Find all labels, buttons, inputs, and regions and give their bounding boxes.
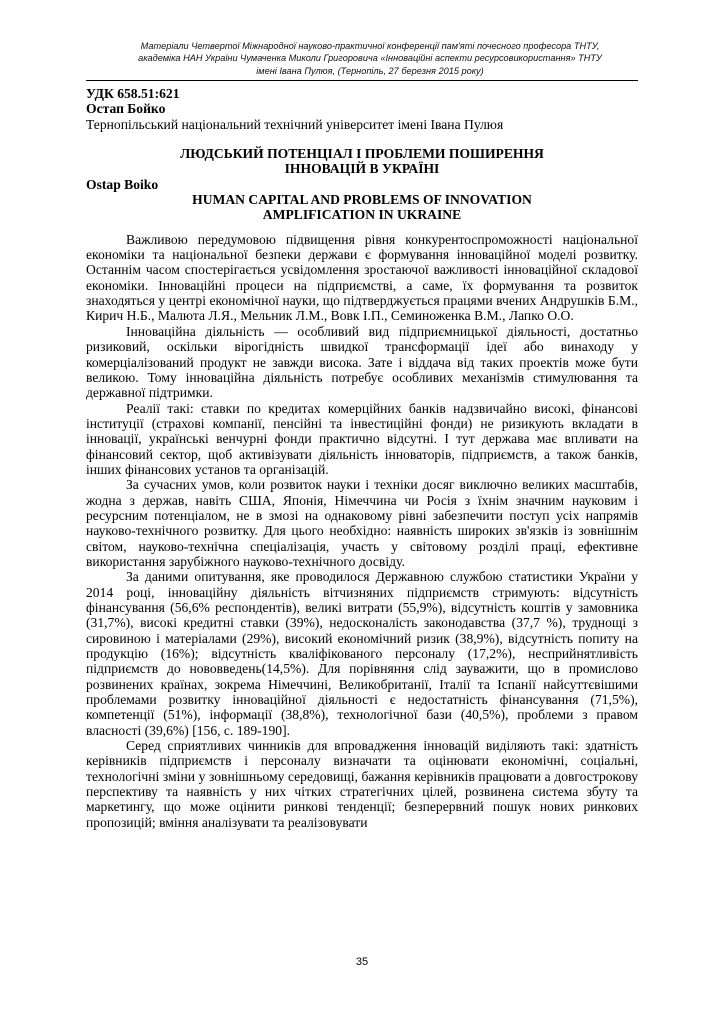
udc-code: УДК 658.51:621 [86, 86, 180, 101]
header-line-1: Матеріали Четвертої Міжнародної науково-практичної конференції пам'яті почесного професора ТНТУ, [140, 41, 600, 51]
paragraph: За сучасних умов, коли розвиток науки і техніки досяг виключно великих масштабів, жодна з держав, навіть США, Японія, Німеччина чи Росія з їхнім значним науковим і ресурсним потенціалом, не в змозі на однаковому рівні забезпечити поступ усіх напрямів науково-технічного розвитку. Для цього необхідно: наявність широких зв'язків із зовнішнім світом, науково-технічна спеціалізація, участь у світовому розділі праці, ефективне використання зарубіжного науково-технічного досвіду. [86, 477, 638, 569]
paragraph: Важливою передумовою підвищення рівня конкурентоспроможності національної економіки та національної безпеки держави є формування інноваційної моделі розвитку. Останнім часом спостерігається усвідомлення зростаючої важливості інноваційної складової економіки. Інноваційні процеси на підприємстві, а саме, їх формування та розвиток знаходяться у центрі економічної науки, що підтверджується працями вчених Андрушків Б.М., Кирич Н.Б., Малюта Л.Я., Мельник Л.М., Вовк І.П., Семиноженка В.М., Лапко О.О. [86, 231, 638, 324]
paragraph: За даними опитування, яке проводилося Державною службою статистики України у 2014 році, інноваційну діяльність вітчизняних підприємств стримують: відсутність фінансування (56,6% респондентів), великі витрати (55,9%), відсутність коштів у замовника (31,7%), високі кредитні ставки (39%), недосконалість законодавства (37,7 %), труднощі з сировиною і матеріалами (29%), високий економічний ризик (38,9%), відсутність попиту на продукцію (16%); відсутність кваліфікованого персоналу (17,2%), несприйнятливість підприємств до нововведень(14,5%). Для порівняння слід зауважити, що в промислово розвинених країнах, зокрема Німеччині, Великобританії, Італії та Іспанії найсуттєвішими проблемами розвитку інноваційної діяльності є недостатність фінансування (71,5%), компетенції (51%), інформації (38,8%), технологічної бази (40,5%), проблеми з правом власності (39,6%) [156, с. 189-190]. [86, 569, 638, 738]
paragraph: Реалії такі: ставки по кредитах комерційних банків надзвичайно високі, фінансові інституції (страхові компанії, пенсійні та інвестиційні фонди) не ризикують вкладати в інновації, українські венчурні фонди практично відсутні. І тут держава має впливати на фінансовий сектор, щоб активізувати діяльність інноваторів, підприємств, а також банків, інших фінансових установ та організацій. [86, 400, 638, 477]
article-body [86, 86, 638, 830]
title-ua-line-2: ІННОВАЦІЙ В УКРАЇНІ [284, 161, 440, 177]
page-number: 35 [355, 956, 369, 968]
header-line-3: імені Івана Пулюя, (Тернопіль, 27 березня 2015 року) [256, 65, 484, 76]
running-header [90, 40, 650, 77]
title-ua-line-1: ЛЮДСЬКИЙ ПОТЕНЦІАЛ І ПРОБЛЕМИ ПОШИРЕННЯ [180, 146, 544, 162]
header-divider [86, 80, 638, 81]
author-ua: Остап Бойко [86, 101, 166, 117]
affiliation: Тернопільський національний технічний університет імені Івана Пулюя [86, 116, 504, 132]
header-line-2: академіка НАН України Чумаченка Миколи Григоровича «Інноваційні аспекти ресурсовикористання» ТНТУ [138, 53, 602, 64]
paragraph: Інноваційна діяльність — особливий вид підприємницької діяльності, достатньо ризиковий, оскільки вірогідність швидкої трансформації ідеї або винаходу у комерціалізований продукт не завжди висока. Зате і віддача від таких проектів може бути великою. Тому інноваційна діяльність потребує особливих механізмів стимулювання та державної підтримки. [86, 323, 638, 401]
title-en-line-2: AMPLIFICATION IN UKRAINE [262, 207, 462, 223]
title-en-line-1: HUMAN CAPITAL AND PROBLEMS OF INNOVATION [192, 192, 532, 208]
author-en: Ostap Boiko [86, 176, 159, 192]
paragraph: Серед сприятливих чинників для впровадження інновацій виділяють такі: здатність керівників підприємств і персоналу визначати та оцінювати економічні, соціальні, технологічні зміни у зовнішньому середовищі, бажання керівників працювати а довгострокову перспективу та наявність у них чітких стратегічних цілей, розвинена система збуту та маркетингу, що може оцінити ринкові тенденції; безперервний пошук нових ринкових пропозицій; вміння аналізувати та реалізовувати [86, 738, 638, 830]
